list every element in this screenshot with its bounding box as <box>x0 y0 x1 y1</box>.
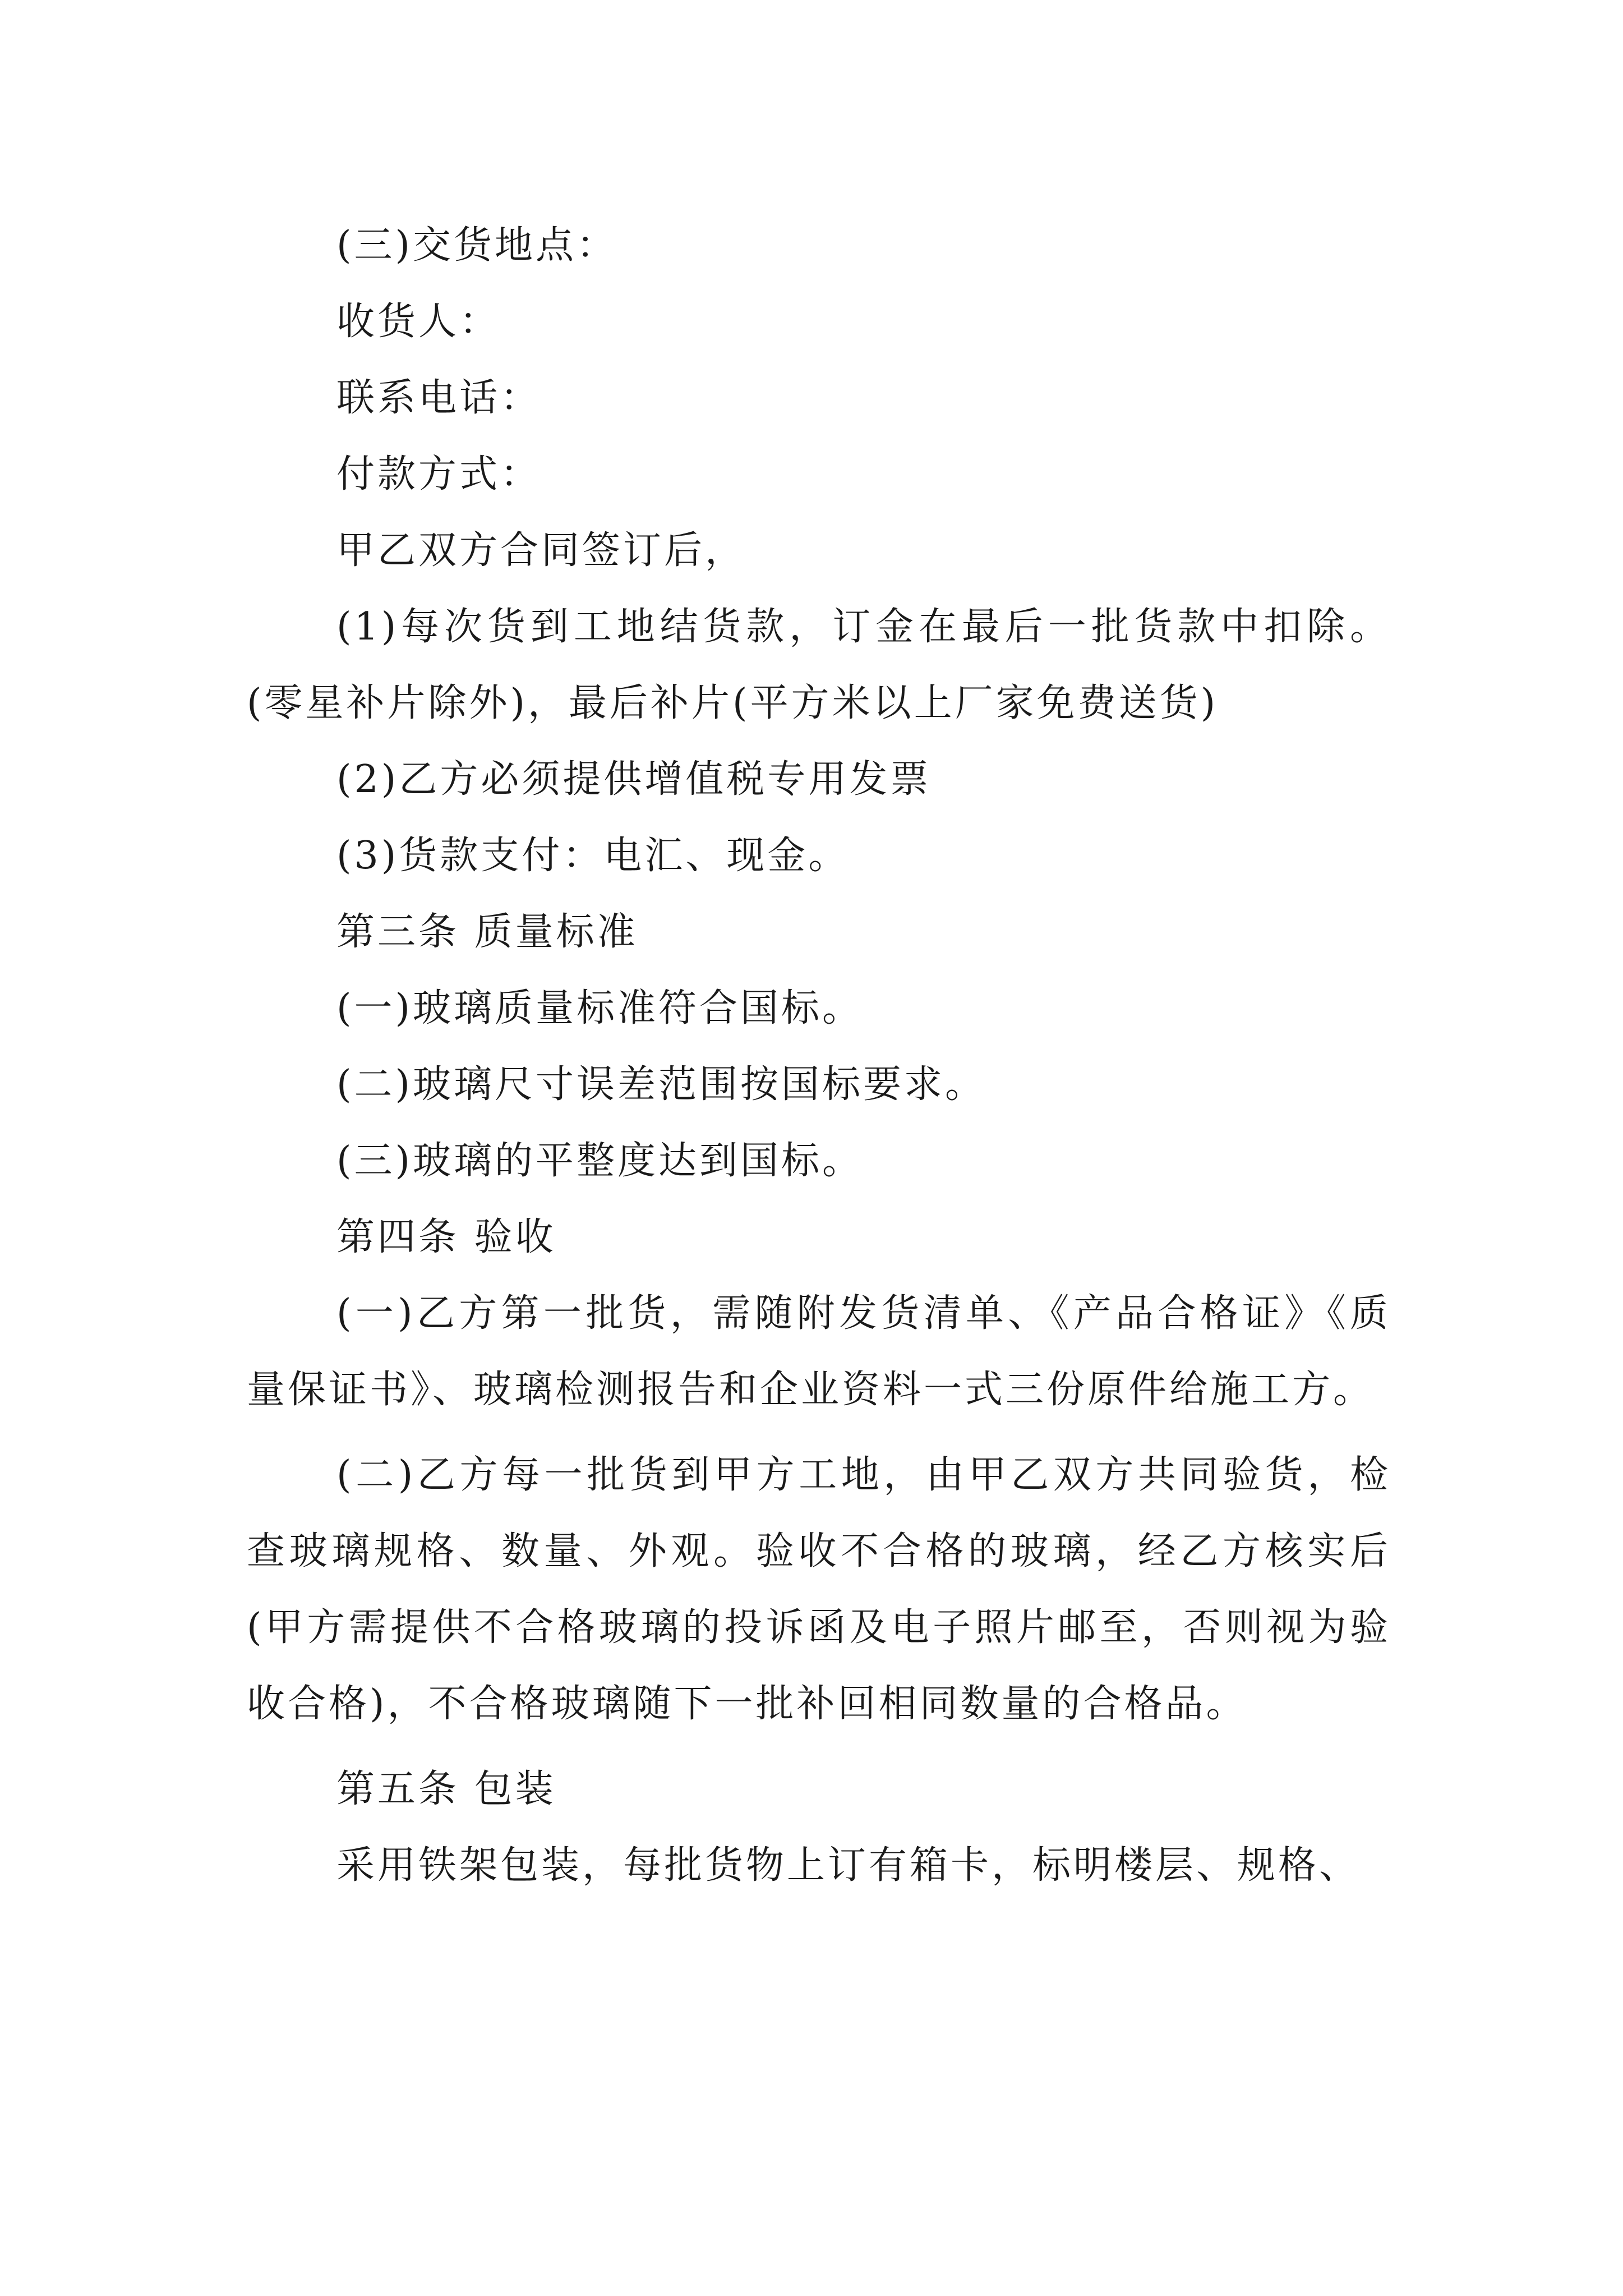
contact-phone-line: 联系电话： <box>336 376 542 420</box>
article-3-item-1: (一)玻璃质量标准符合国标。 <box>336 986 864 1030</box>
article-3-item-2: (二)玻璃尺寸误差范围按国标要求。 <box>336 1062 986 1107</box>
payment-item-2: (2)乙方必须提供增值税专用发票 <box>336 757 932 802</box>
delivery-location-line: (三)交货地点： <box>336 223 618 268</box>
document-body <box>247 208 1391 1904</box>
after-signing-line: 甲乙双方合同签订后， <box>336 528 746 573</box>
article-4-title: 第四条 验收 <box>336 1215 556 1259</box>
article-4-item-1: (一)乙方第一批货，需随附发货清单、《产品合格证》《质量保证书》、玻璃检测报告和企业资料一式三份原件给施工方。 <box>247 1291 1391 1412</box>
payment-item-3: (3)货款支付：电汇、现金。 <box>336 834 850 878</box>
article-5-title: 第五条 包装 <box>336 1767 556 1811</box>
consignee-line: 收货人： <box>336 300 501 344</box>
payment-item-1: (1)每次货到工地结货款，订金在最后一批货款中扣除。(零星补片除外)，最后补片(平方米以上厂家免费送货) <box>247 605 1391 725</box>
article-3-title: 第三条 质量标准 <box>336 910 638 954</box>
article-4-item-2: (二)乙方每一批货到甲方工地，由甲乙双方共同验货，检查玻璃规格、数量、外观。验收不合格的玻璃，经乙方核实后(甲方需提供不合格玻璃的投诉函及电子照片邮至，否则视为验收合格)，不合格玻璃随下一批补回相同数量的合格品。 <box>247 1453 1391 1726</box>
article-3-item-3: (三)玻璃的平整度达到国标。 <box>336 1139 864 1183</box>
article-5-text: 采用铁架包装，每批货物上订有箱卡，标明楼层、规格、 <box>336 1843 1361 1888</box>
payment-method-line: 付款方式： <box>336 452 542 496</box>
